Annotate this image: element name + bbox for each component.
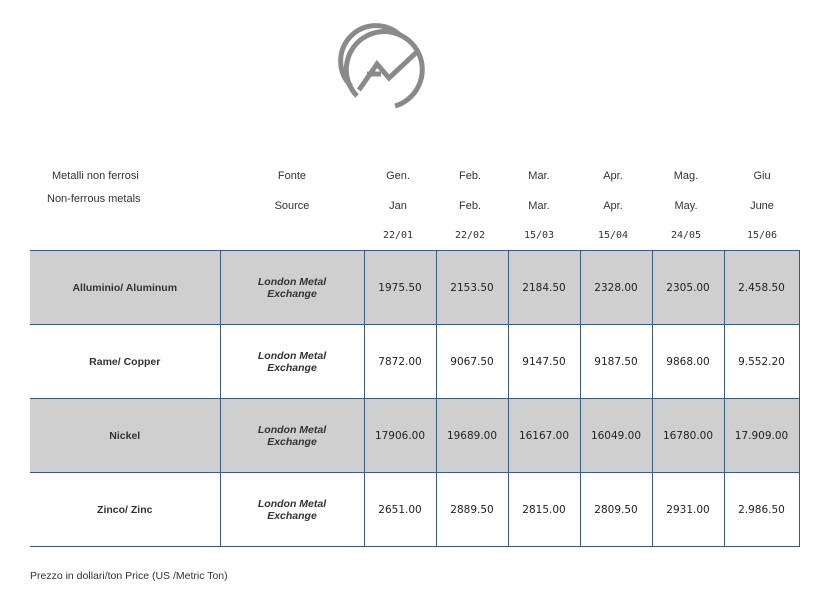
header-month-en: June xyxy=(750,200,774,212)
price-cell: 2651.00 xyxy=(364,473,436,547)
price-cell: 2931.00 xyxy=(652,473,724,547)
metal-name: Alluminio/ Aluminum xyxy=(30,251,220,325)
price-cell: 2153.50 xyxy=(436,251,508,325)
source-line: London Metal xyxy=(257,497,327,510)
metal-name: Rame/ Copper xyxy=(30,325,220,399)
table-row xyxy=(30,325,799,399)
header-month-en: Mar. xyxy=(528,200,550,212)
price-cell: 16167.00 xyxy=(508,399,580,473)
price-cell: 2809.50 xyxy=(580,473,652,547)
header-metal-en: Non-ferrous metals xyxy=(47,193,141,205)
header-month-date: 15/04 xyxy=(597,230,629,241)
source-cell xyxy=(220,399,364,473)
price-cell: 17906.00 xyxy=(364,399,436,473)
source-line: Exchange xyxy=(267,435,317,448)
metals-price-table xyxy=(30,250,800,547)
price-cell: 9147.50 xyxy=(508,325,580,399)
source-line: London Metal xyxy=(257,423,327,436)
header-month-en: Jan xyxy=(389,200,407,212)
header-month-it: Mar. xyxy=(528,170,550,182)
header-source-en: Source xyxy=(274,200,310,212)
price-cell: 16780.00 xyxy=(652,399,724,473)
header-month-it: Giu xyxy=(753,170,771,182)
price-footnote: Prezzo in dollari/ton Price (US /Metric Ton) xyxy=(30,570,228,582)
header-month-it: Mag. xyxy=(673,170,699,182)
price-cell: 2889.50 xyxy=(436,473,508,547)
price-cell: 9.552.20 xyxy=(724,325,799,399)
price-cell: 2815.00 xyxy=(508,473,580,547)
metal-name: Nickel xyxy=(30,399,220,473)
header-month-it: Feb. xyxy=(458,170,481,182)
header-month-en: Feb. xyxy=(458,200,481,212)
price-cell: 2305.00 xyxy=(652,251,724,325)
price-cell: 1975.50 xyxy=(364,251,436,325)
header-metal-it: Metalli non ferrosi xyxy=(52,170,139,182)
logo-icon xyxy=(337,20,437,112)
header-month-date: 24/05 xyxy=(670,230,702,241)
price-cell: 9187.50 xyxy=(580,325,652,399)
header-source-it: Fonte xyxy=(277,170,307,182)
price-cell: 2.458.50 xyxy=(724,251,799,325)
header-month-date: 22/01 xyxy=(382,230,414,241)
header-month-date: 15/03 xyxy=(523,230,555,241)
price-cell: 17.909.00 xyxy=(724,399,799,473)
table-row xyxy=(30,399,799,473)
price-cell: 16049.00 xyxy=(580,399,652,473)
price-cell: 2.986.50 xyxy=(724,473,799,547)
price-cell: 2184.50 xyxy=(508,251,580,325)
price-cell: 2328.00 xyxy=(580,251,652,325)
header-month-en: May. xyxy=(674,200,698,212)
source-cell xyxy=(220,251,364,325)
table-row xyxy=(30,251,799,325)
source-line: Exchange xyxy=(267,287,317,300)
source-line: Exchange xyxy=(267,509,317,522)
table-row xyxy=(30,473,799,547)
header-month-date: 15/06 xyxy=(746,230,778,241)
price-cell: 19689.00 xyxy=(436,399,508,473)
metal-name: Zinco/ Zinc xyxy=(30,473,220,547)
source-line: London Metal xyxy=(257,275,327,288)
source-line: London Metal xyxy=(257,349,327,362)
price-cell: 7872.00 xyxy=(364,325,436,399)
source-cell xyxy=(220,325,364,399)
source-line: Exchange xyxy=(267,361,317,374)
header-month-it: Apr. xyxy=(603,170,623,182)
header-month-en: Apr. xyxy=(603,200,623,212)
source-cell xyxy=(220,473,364,547)
header-month-date: 22/02 xyxy=(454,230,486,241)
header-month-it: Gen. xyxy=(386,170,410,182)
price-cell: 9067.50 xyxy=(436,325,508,399)
price-cell: 9868.00 xyxy=(652,325,724,399)
